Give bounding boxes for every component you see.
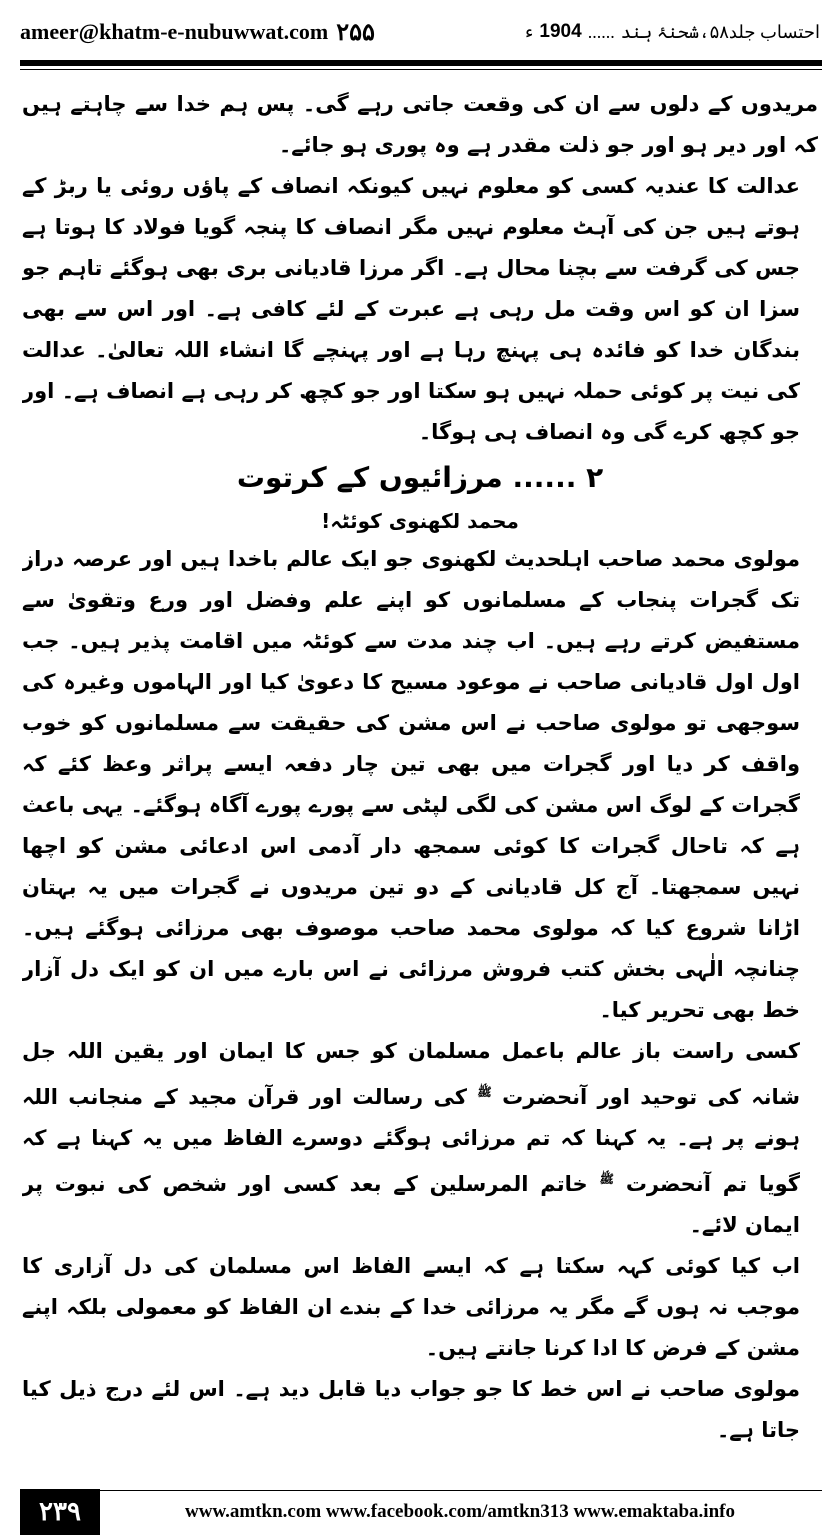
- header-page-number: ۲۵۵: [336, 19, 375, 46]
- paragraph-4-part-b: کی رسالت اور قرآن مجید کے منجانب اللہ ہونے پر ہے۔ یہ کہنا کہ تم مرزائی ہوگئے دوسرے الفاظ میں یہ کہنا ہے کہ گویا تم آنحضرت: [22, 1085, 801, 1196]
- header-right: [525, 21, 820, 43]
- footer-links[interactable]: www.amtkn.com www.facebook.com/amtkn313 www.emaktaba.info: [185, 1501, 735, 1522]
- header-separator: ......: [587, 21, 615, 42]
- header-year: 1904: [539, 21, 582, 42]
- paragraph-4-part-c: خاتم المرسلین کے بعد کسی اور شخص کی نبوت پر ایمان لائے۔: [22, 1172, 800, 1237]
- header-year-suffix: ء: [524, 21, 534, 42]
- footer-page-number: ۲۳۹: [20, 1489, 100, 1535]
- header-left: [20, 18, 375, 47]
- header-email[interactable]: ameer@khatm-e-nubuwwat.com: [20, 19, 329, 44]
- header-title: احتساب جلد۵۸،شحنۂ ہند: [620, 21, 820, 42]
- paragraph-1: مریدوں کے دلوں سے ان کی وقعت جاتی رہے گی۔ پس ہم خدا سے چاہتے ہیں کہ اور دیر ہو اور جو ذلت مقدر ہے وہ پوری ہو جائے۔: [22, 92, 818, 157]
- salutation-mark-2: ﷺ: [599, 1172, 614, 1186]
- paragraph-4: [22, 1031, 818, 1246]
- paragraph-5: اب کیا کوئی کہہ سکتا ہے کہ ایسے الفاظ اس مسلمان کی دل آزاری کا موجب نہ ہوں گے مگر یہ مرزائی خدا کے بندے ان الفاظ کو معمولی بلکہ اپنے مشن کے فرض کا ادا کرنا جانتے ہیں۔: [22, 1254, 800, 1360]
- header-rule-thick: [20, 60, 822, 66]
- section-subheading: محمد لکھنوی کوئٹہ!: [321, 509, 519, 533]
- page-body: [22, 84, 818, 1464]
- page-header: [20, 10, 820, 54]
- paragraph-3: مولوی محمد صاحب اہلحدیث لکھنوی جو ایک عالم باخدا ہیں اور عرصہ دراز تک گجرات پنجاب کے مسلمانوں کو اپنے علم وفضل اور ورع وتقویٰ سے مستفیض کرتے رہے ہیں۔ اب چند مدت سے کوئٹہ میں اقامت پذیر ہیں۔ جب اول اول قادیانی صاحب نے موعود مسیح کا دعویٰ کیا اور الہاموں وغیرہ کی سوجھی تو مولوی صاحب نے اس مشن کی حقیقت سے مسلمانوں کو خوب واقف کر دیا اور گجرات میں بھی تین چار دفعہ ایسے پراثر وعظ کئے کہ گجرات کے لوگ اس مشن کی لگی لپٹی سے پورے پورے آگاہ ہوگئے۔ یہی باعث ہے کہ تاحال گجرات کا کوئی سمجھ دار آدمی اس ادعائی مشن کو اچھا نہیں سمجھتا۔ آج کل قادیانی کے دو تین مریدوں نے گجرات میں یہ بہتان اڑانا شروع کیا کہ مولوی محمد صاحب موصوف بھی مرزائی ہوگئے ہیں۔ چنانچہ الٰہی بخش کتب فروش مرزائی نے اس بارے میں ان کو ایک دل آزار خط بھی تحریر کیا۔: [22, 547, 800, 1022]
- paragraph-6: مولوی صاحب نے اس خط کا جو جواب دیا قابل دید ہے۔ اس لئے درج ذیل کیا جاتا ہے۔: [22, 1377, 800, 1442]
- page-footer: [20, 1488, 820, 1536]
- section-heading: ۲ ...... مرزائیوں کے کرتوت: [236, 461, 604, 494]
- paragraph-4-part-a: کسی راست باز عالم باعمل مسلمان کو جس کا ایمان اور یقین اللہ جل شانہ کی توحید اور آنحضرت: [22, 1039, 801, 1109]
- header-rule-thin: [20, 69, 822, 70]
- paragraph-2: عدالت کا عندیہ کسی کو معلوم نہیں کیونکہ انصاف کے پاؤں روئی یا ربڑ کے ہوتے ہیں جن کی آہٹ معلوم نہیں مگر انصاف کا پنجہ گویا فولاد کا ہوتا ہے جس کی گرفت سے بچنا محال ہے۔ اگر مرزا قادیانی بری بھی ہوگئے تاہم جو سزا ان کو اس وقت مل رہی ہے عبرت کے لئے کافی ہے۔ اور اس سے بھی بندگان خدا کو فائدہ ہی پہنچ رہا ہے اور پہنچے گا انشاء اللہ تعالیٰ۔ عدالت کی نیت پر کوئی حملہ نہیں ہو سکتا اور جو کچھ کر رہی ہے انصاف ہے۔ اور جو کچھ کرے گی وہ انصاف ہی ہوگا۔: [22, 174, 800, 444]
- salutation-mark: ﷺ: [477, 1085, 492, 1099]
